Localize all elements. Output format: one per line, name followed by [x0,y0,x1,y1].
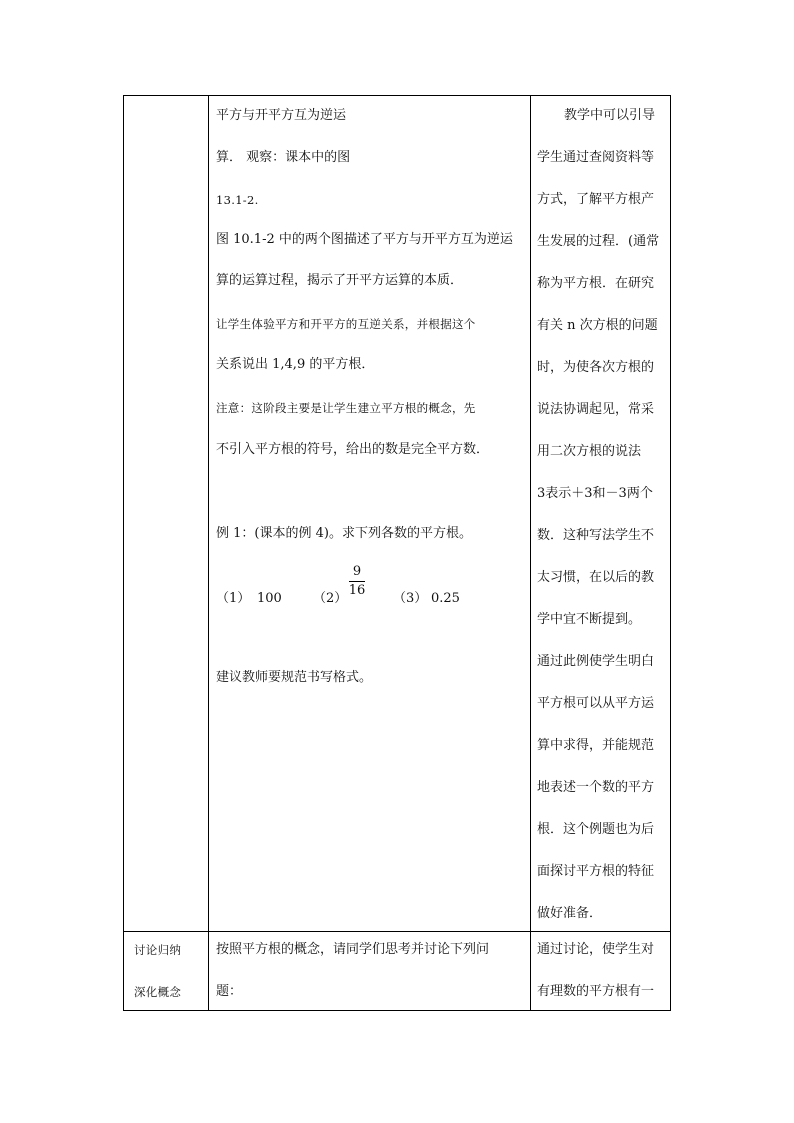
main-text-line: 注意：这阶段主要是让学生建立平方根的概念，先 [216,401,476,415]
example-title: 例 1：(课本的例 4)。求下列各数的平方根。 [216,526,472,541]
main-text-line: 让学生体验平方和开平方的互逆关系，并根据这个 [216,317,476,331]
note-line: 太习惯，在以后的教 [537,570,655,585]
example-item-label: （3） [393,591,428,606]
discussion-text-line: 按照平方根的概念，请同学们思考并讨论下列问 [216,942,490,957]
main-text-line: 关系说出 1,4,9 的平方根． [216,357,375,372]
example-item-value: 0.25 [431,591,460,606]
note-line: 有理数的平方根有一 [537,984,655,999]
main-text-line: 不引入平方根的符号，给出的数是完全平方数． [216,442,490,457]
fraction-denominator: 16 [348,583,366,598]
row-divider [124,931,670,932]
section-label: 深化概念 [134,985,182,999]
section-label: 讨论归纳 [134,943,182,957]
note-line: 有关 n 次方根的问题 [537,318,658,333]
column-divider [208,96,209,1010]
fraction-numerator: 9 [352,564,362,579]
note-line: 通过讨论，使学生对 [537,942,655,957]
fraction [347,564,367,599]
note-line: 地表述一个数的平方 [537,780,655,795]
fraction-bar [349,581,365,582]
note-line: 做好准备． [537,906,603,921]
main-text-line: 算的运算过程，揭示了开平方运算的本质． [216,273,464,288]
note-line: 时，为使各次方根的 [537,360,655,375]
column-divider [530,96,531,1010]
note-line: 称为平方根．在研究 [537,276,655,291]
note-line: 说法协调起见，常采 [537,402,655,417]
note-line: 算中求得，并能规范 [537,738,655,753]
note-line: 教学中可以引导 [564,108,656,123]
example-item-label: （1） [216,591,251,606]
note-line: 3表示＋3和－3两个 [537,486,653,501]
main-text-line: 平方与开平方互为逆运 [216,108,347,123]
suggestion-text: 建议教师要规范书写格式。 [216,670,373,685]
main-text-line: 算． 观察：课本中的图 [216,150,351,165]
discussion-text-line: 题： [216,984,243,999]
note-line: 平方根可以从平方运 [537,696,655,711]
note-line: 学中宜不断提到。 [537,612,642,627]
note-line: 根．这个例题也为后 [537,822,655,837]
example-item-value: 100 [257,591,282,606]
note-line: 生发展的过程．(通常 [537,234,660,249]
note-line: 面探讨平方根的特征 [537,864,655,879]
example-item-label: （2） [313,591,348,606]
note-line: 通过此例使学生明白 [537,654,655,669]
note-line: 方式，了解平方根产 [537,192,655,207]
main-text-line: 13.1-2. [216,193,259,207]
main-text-line: 图 10.1-2 中的两个图描述了平方与开平方互为逆运 [216,232,513,247]
note-line: 学生通过查阅资料等 [537,150,655,165]
note-line: 用二次方根的说法 [537,444,642,459]
note-line: 数．这种写法学生不 [537,528,655,543]
